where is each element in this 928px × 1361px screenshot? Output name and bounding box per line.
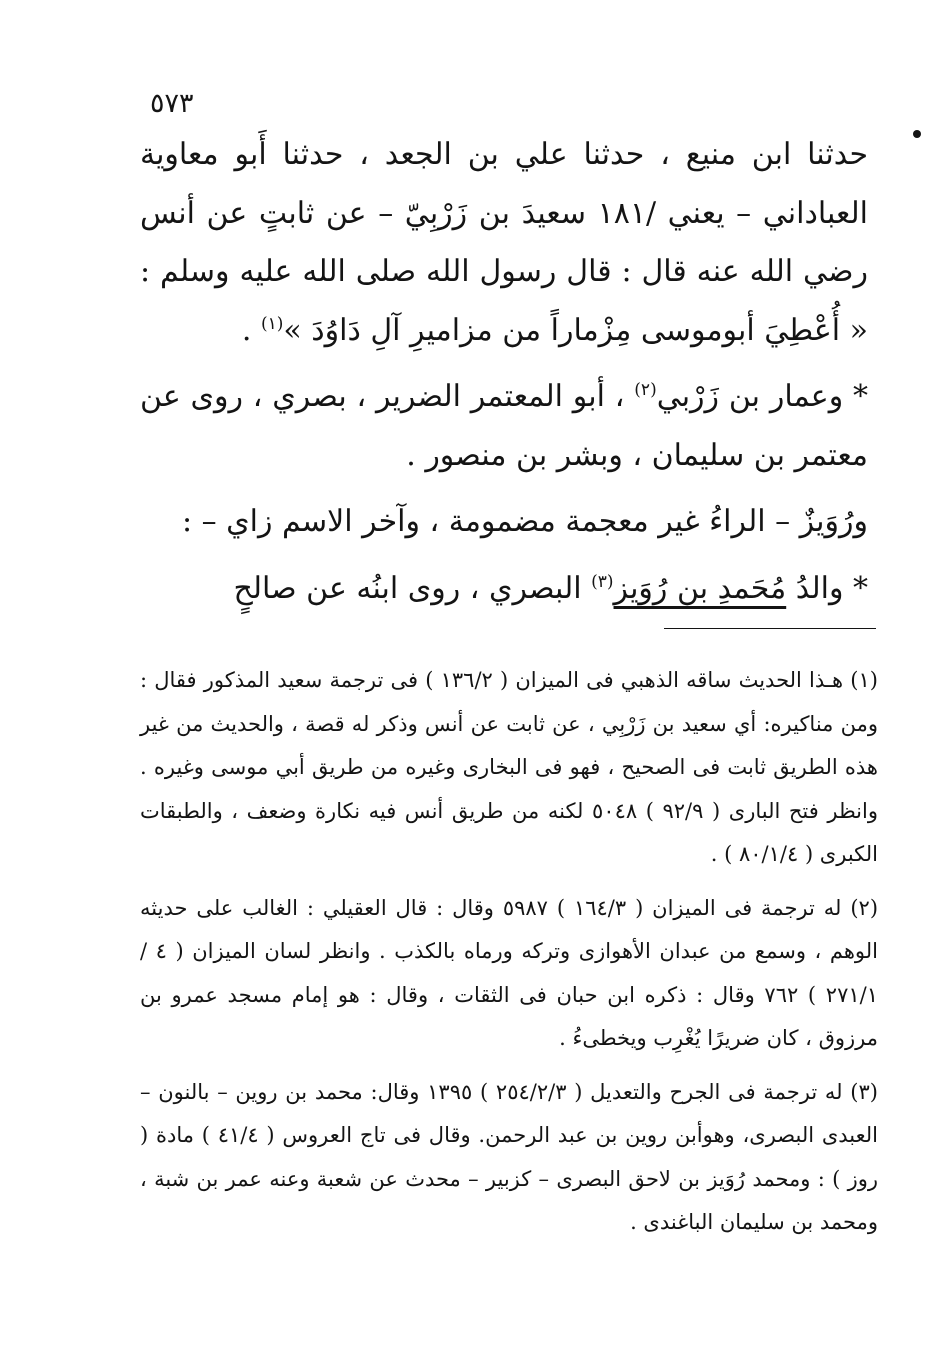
- footnote-3-text: له ترجمة فى الجرح والتعديل ( ٢٥٤/٢/٣ ) ١٣٩٥ وقال: محمد بن روين – بالنون – العبدى البصرى، وهوأبن روين بن عبد الرحمن. وقال فى تاج العروس ( ٤١/٤ ) مادة ( روز ) : ومحمد رُوَيز بن لاحق البصرى – كزبير – محدث عن شعبة وعنه عمر بن شبة ، ومحمد بن سليمان الباغندى .: [140, 1079, 879, 1234]
- main-text: [140, 126, 868, 626]
- hadith-text: حدثنا ابن منيع ، حدثنا علي بن الجعد ، حدثنا أَبو معاوية العباداني – يعني /١٨١ سعيدَ بن زَرْبِيّ – عن ثابتٍ عن أنس رضي الله عنه قال : قال رسول الله صلى الله عليه وسلم : « أُعْطِيَ أبوموسى مِزْماراً من مزاميرِ آلِ دَاوُدَ »: [140, 137, 868, 348]
- footnote-divider: [664, 628, 876, 629]
- footnote-3: [140, 1071, 878, 1245]
- page-number: ٥٧٣: [150, 88, 194, 119]
- hadith-end: .: [241, 312, 261, 348]
- muhammad-description: البصري ، روى ابنُه عن صالحٍ: [233, 570, 592, 606]
- footnote-2-text: له ترجمة فى الميزان ( ١٦٤/٣ ) ٥٩٨٧ وقال : قال العقيلي : الغالب على حديثه الوهم ، وسمع من عبدان الأهوازى وتركه ورماه بالكذب . وانظر لسان الميزان ( ٤ /٢٧١/١ ) ٧٦٢ وقال : ذكره ابن حبان فى الثقات ، وقال : هو إمام مسجد عمرو بن مرزوق ، كان ضريرًا يُغْرِب ويخطىءُ .: [140, 895, 878, 1050]
- main-paragraph-hadith: [140, 126, 868, 360]
- footnote-1-text: هـذا الحديث ساقه الذهبي فى الميزان ( ١٣٦/٢ ) فى ترجمة سعيد المذكور فقال : ومن مناكيره: أي سعيد بن زَرْبِي ، عن ثابت عن أنس وذكر له قصة ، والحديث من غير هذه الطريق ثابت فى الصحيح ، فهو فى البخارى وغيره من طريق أبي موسى وغيره . وانظر فتح البارى ( ٩٢/٩ ) ٥٠٤٨ لكنه من طريق أنس فيه نكارة وضعف ، والطبقات الكبرى ( ٨٠/١/٤ ) .: [140, 668, 879, 866]
- footnote-ref-2: (٢): [634, 380, 657, 400]
- margin-ink-dot: [913, 130, 921, 138]
- main-paragraph-ruwayz-heading: ورُوَيزٌ – الراءُ غير معجمة مضمومة ، وآخر الاسم زاي – :: [181, 504, 868, 539]
- footnote-2-label: (٢): [850, 895, 879, 920]
- footnote-2: [140, 887, 878, 1061]
- muhammad-name-underlined: مُحَمدِ بن رُوَيز: [613, 570, 787, 606]
- main-paragraph-ammar: [140, 368, 868, 485]
- muhammad-prefix: * والدُ: [786, 570, 868, 606]
- main-paragraph-muhammad: [140, 560, 868, 619]
- ammar-description: ، أبو المعتمر الضرير ، بصري ، روى عن معتمر بن سليمان ، وبشر بن منصور .: [140, 379, 868, 473]
- footnote-1-label: (١): [850, 668, 878, 692]
- footnote-ref-3: (٣): [591, 571, 614, 592]
- footnotes-section: [140, 659, 878, 1255]
- footnote-3-label: (٣): [850, 1079, 878, 1104]
- footnote-ref-1: (١): [260, 313, 284, 334]
- footnote-1: [140, 659, 878, 877]
- ammar-name: * وعمار بن زَرْبي: [656, 379, 868, 414]
